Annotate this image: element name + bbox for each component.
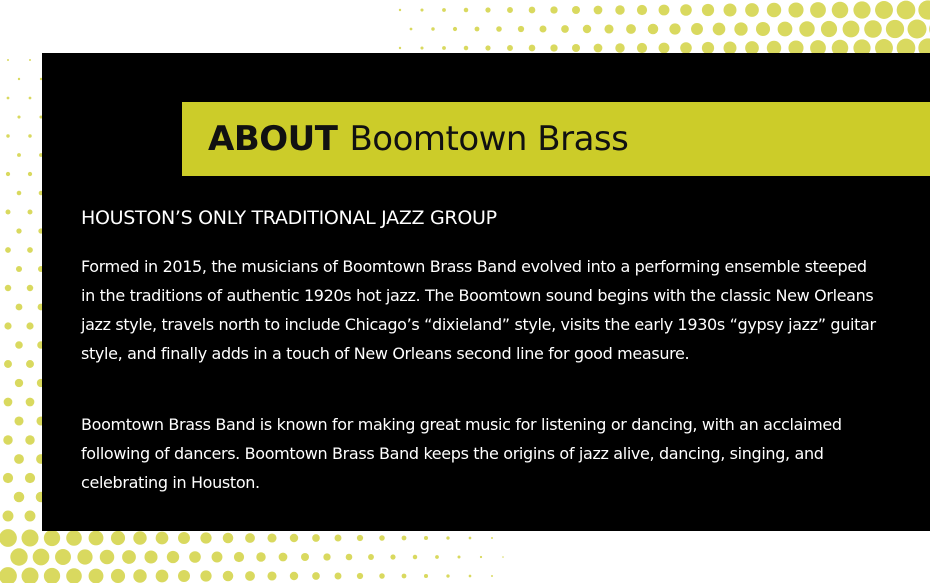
title-band-name: Boomtown Brass bbox=[349, 119, 629, 159]
halftone-dots-bottom-left bbox=[0, 529, 504, 583]
halftone-dots-top-right bbox=[399, 0, 930, 57]
paragraph-history: Formed in 2015, the musicians of Boomtown Brass Band evolved into a performing ensemble steeped in the traditions of authentic 1920s hot jazz. The Boomtown sound begins with the classic New Orleans jazz style, travels north to include Chicago’s “dixieland” style, visits the early 1930s “gypsy jazz” guitar style, and finally adds in a touch of New Orleans second line for good measure. bbox=[81, 257, 876, 363]
title-banner bbox=[182, 102, 930, 176]
halftone-dots-left bbox=[3, 59, 47, 521]
paragraph-reputation: Boomtown Brass Band is known for making great music for listening or dancing, with an acclaimed following of dancers. Boomtown Brass Band keeps the origins of jazz alive, dancing, singing, and celebrating in Houston. bbox=[81, 415, 842, 492]
title-about: ABOUT bbox=[208, 119, 338, 159]
section-subtitle: HOUSTON’S ONLY TRADITIONAL JAZZ GROUP bbox=[81, 207, 497, 229]
